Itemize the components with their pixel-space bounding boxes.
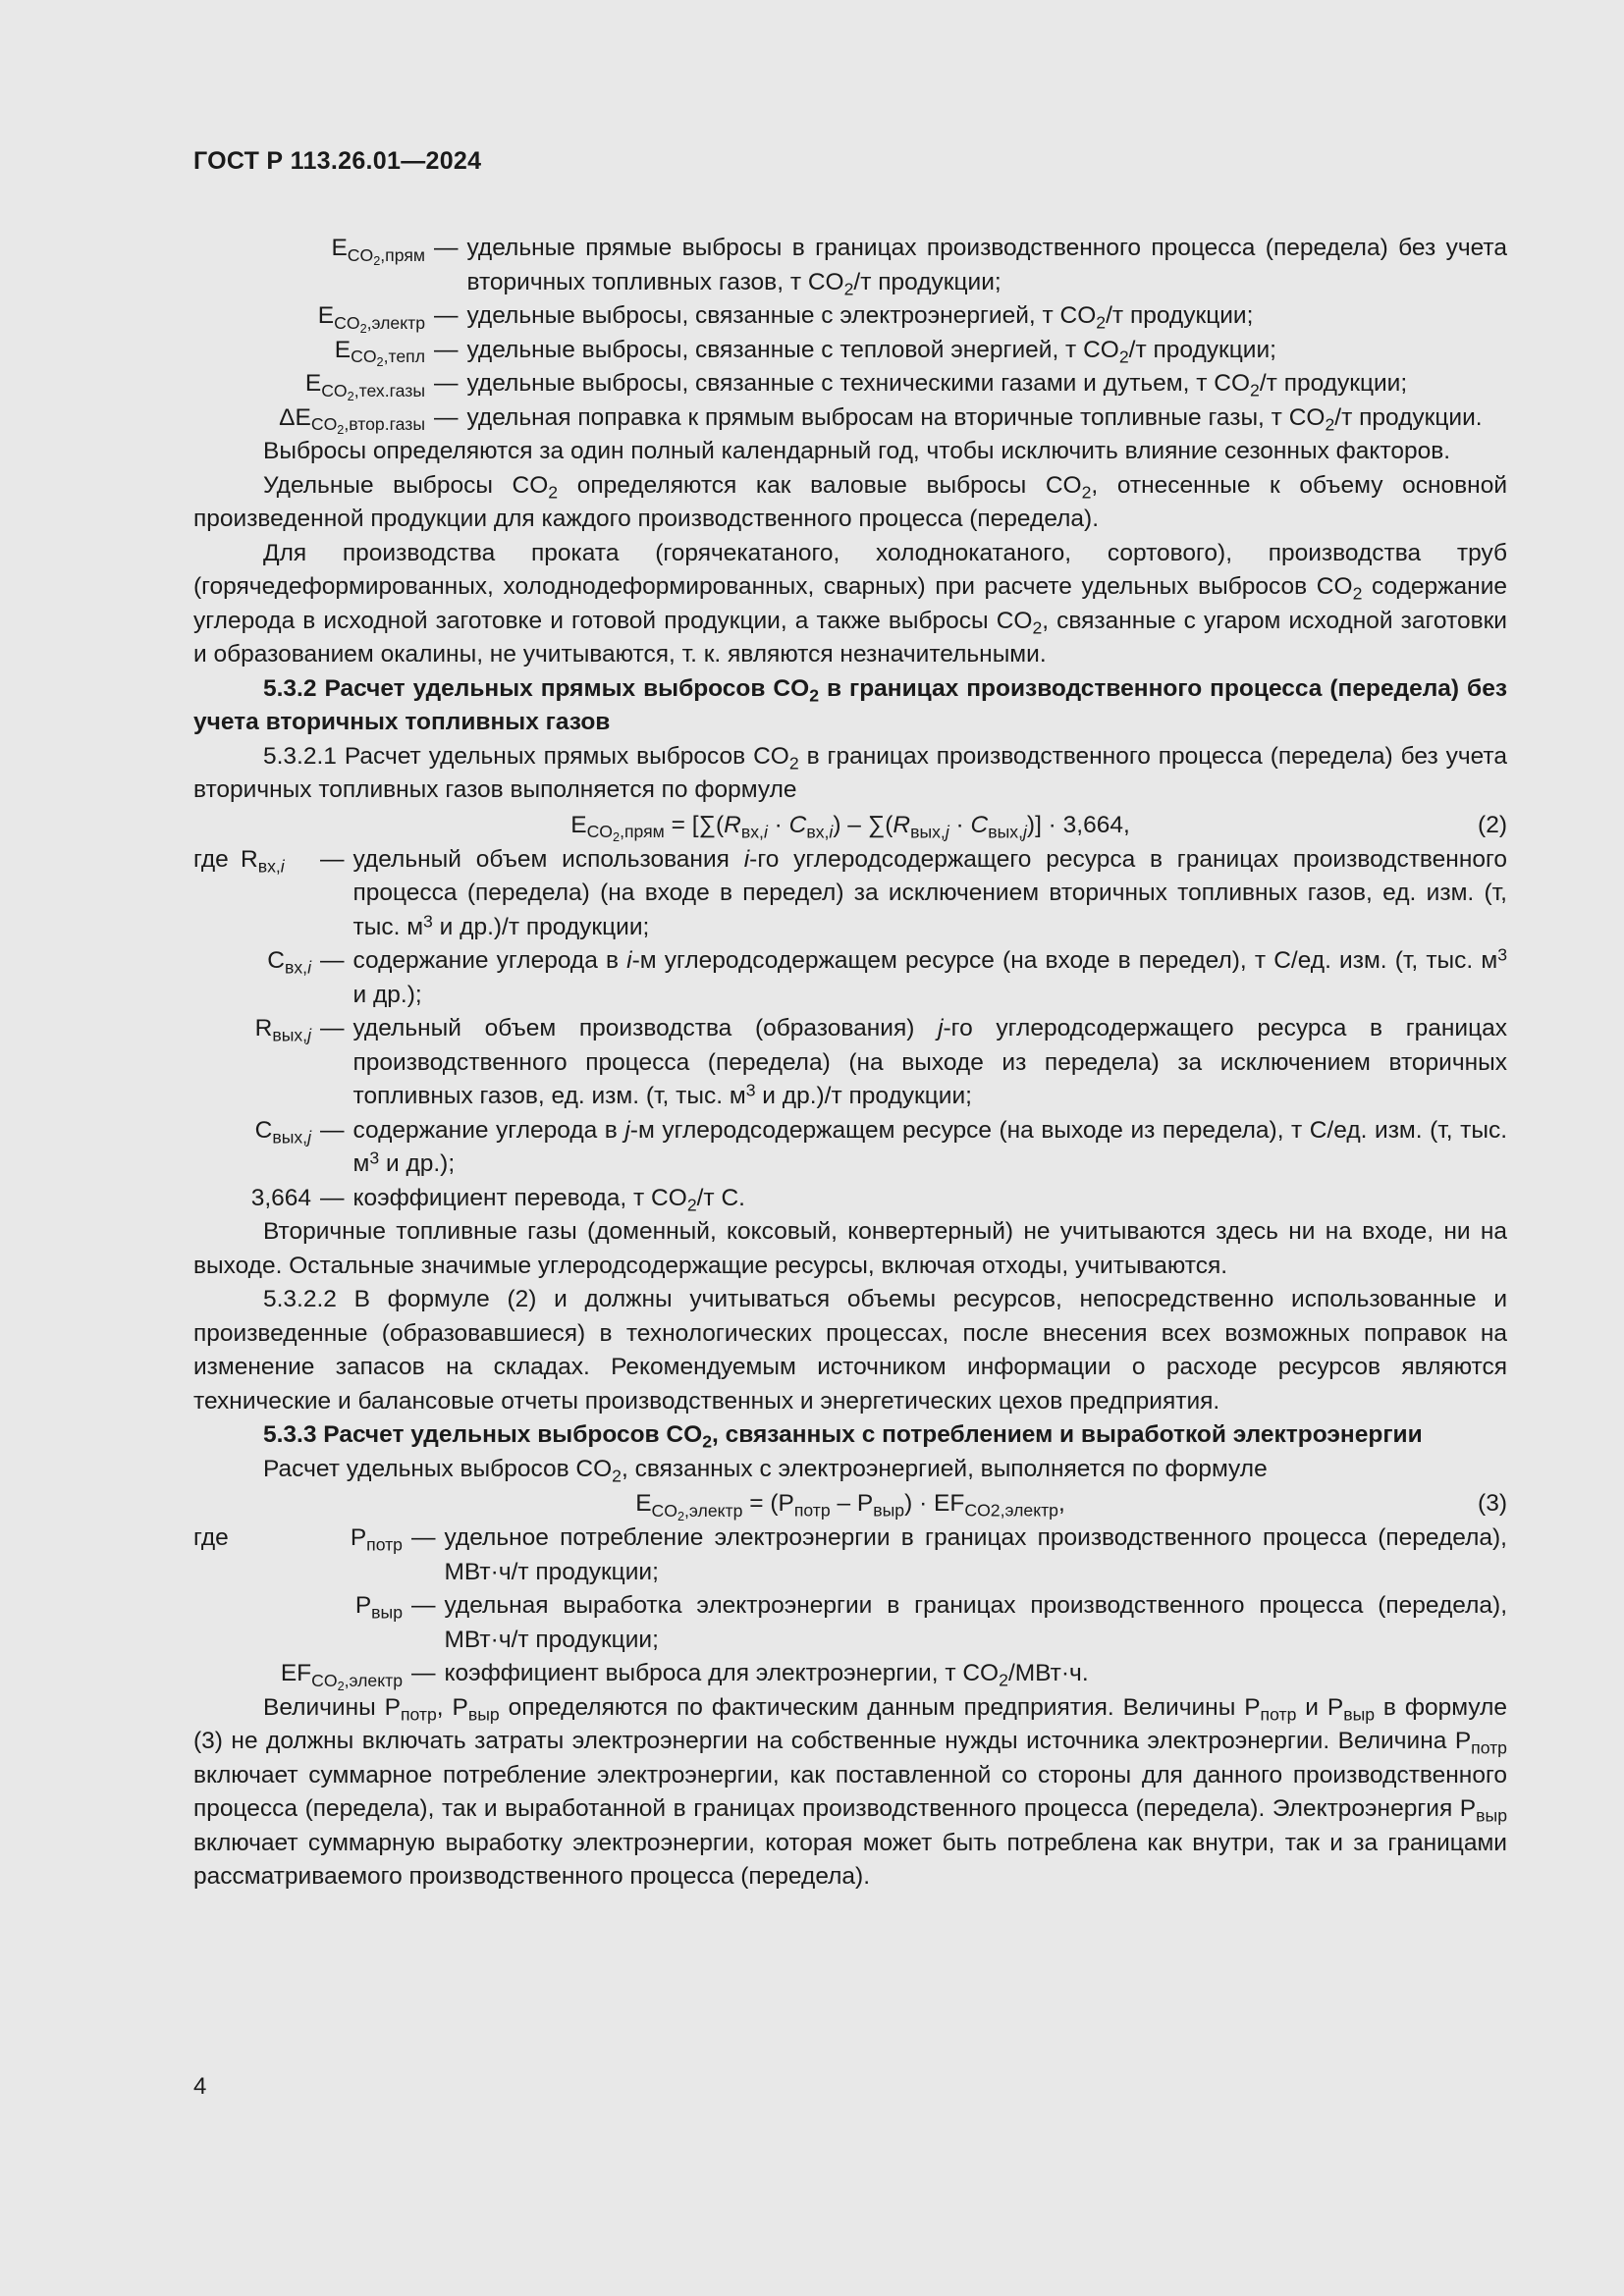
definition-text: удельные выбросы, связанные с электроэнергией, т $CO_2/т$ продукции;	[466, 302, 1254, 333]
definition-item	[193, 1522, 1507, 1589]
definition-term: $E_{CO_2,тех.газы}$	[304, 370, 425, 403]
definition-term: $C_{вых,j}$	[254, 1116, 311, 1148]
definition-item	[193, 944, 1507, 1012]
definition-text: удельное потребление электроэнергии в границах производственного процесса (передела), МВт·ч/т продукции;	[444, 1524, 1507, 1585]
definition-term: $C_{вх,i}$	[267, 947, 311, 978]
paragraph: 5.3.2.1 Расчет удельных прямых выбросов $CO_2$ в границах производственного процесса (передела) без учета вторичных топливных газов выполняется по формуле	[193, 742, 1507, 803]
definition-text: содержание углерода в i-м углеродсодержащем ресурсе (на входе в передел), т С/ед. изм. (т, тыс. $м^3$ и др.);	[352, 944, 1507, 1008]
dash: —	[320, 1015, 345, 1041]
paragraph: Величины $P_{потр}$, $P_{выр}$ определяются по фактическим данным предприятия. Величины $P_{потр}$ и $P_{выр}$ в формуле (3) не должны включать затраты электроэнергии на собственные нужды источника электроэнергии. Величина $P_{потр}$ включает суммарное потребление электроэнергии, как поставленной со стороны для данного производственного процесса (передела), так и выработанной в границах производственного процесса (передела). Электроэнергия $P_{выр}$ включает суммарную выработку электроэнергии, которая может быть потреблена как внутри, так и за границами рассматриваемого производственного процесса (передела).	[193, 1693, 1507, 1890]
paragraph: Расчет удельных выбросов $CO_2$, связанных с электроэнергией, выполняется по формуле	[263, 1455, 1268, 1486]
definition-text: удельный объем производства (образования) j-го углеродсодержащего ресурса в границах производственного процесса (передела) (на выходе из передела) за исключением вторичных топливных газов, ед. изм. (т, тыс. $м^3$ и др.)/т продукции;	[352, 1015, 1507, 1109]
definitions-list-emissions	[193, 232, 1507, 438]
formula-2	[193, 808, 1507, 843]
definition-item	[193, 843, 1507, 945]
dash: —	[434, 403, 459, 431]
definition-item	[193, 334, 1507, 368]
definition-text: удельный объем использования i-го углеродсодержащего ресурса в границах производственного процесса (передела) (на входе в передел) за исключением вторичных топливных газов, ед. изм. (т, тыс. $м^3$ и др.)/т продукции;	[352, 845, 1507, 940]
where-label: где	[193, 845, 229, 873]
definition-term: $R_{вых,j}$	[254, 1015, 311, 1045]
definition-term: $E_{CO_2,прям}$	[331, 235, 425, 268]
definition-term: 3,664	[250, 1184, 311, 1211]
definition-text: содержание углерода в j-м углеродсодержащем ресурсе (на выходе из передела), т С/ед. изм. (т, тыс. $м^3$ и др.);	[352, 1116, 1508, 1177]
definition-text: удельная выработка электроэнергии в границах производственного процесса (передела), МВт·ч/т продукции;	[444, 1592, 1507, 1653]
document-header: ГОСТ Р 113.26.01—2024	[193, 147, 482, 175]
formula-expression: $E_{CO_2,прям} = [\sum(R_{вх,i} \cdot C_{вх,i}) - \sum(R_{вых,j} \cdot C_{вых,j})] \cdot 3,664$,	[570, 811, 1130, 845]
formula-3	[193, 1486, 1507, 1522]
definition-text: удельная поправка к прямым выбросам на вторичные топливные газы, т $CO_2/т$ продукции.	[466, 403, 1483, 435]
dash: —	[434, 370, 459, 397]
definition-text: удельные выбросы, связанные с тепловой энергией, т $CO_2/т$ продукции;	[466, 336, 1276, 367]
definition-term: $E_{CO_2,электр}$	[317, 302, 425, 336]
definition-term: где $P_{потр}$	[193, 1522, 403, 1589]
paragraph: Выбросы определяются за один полный календарный год, чтобы исключить влияние сезонных факторов.	[263, 438, 1451, 464]
definition-term: $EF_{CO_2,электр}$	[280, 1660, 403, 1693]
definition-text: удельные выбросы, связанные с техническими газами и дутьем, т $CO_2/т$ продукции;	[466, 370, 1408, 400]
dash: —	[411, 1524, 436, 1551]
paragraph: Вторичные топливные газы (доменный, коксовый, конвертерный) не учитываются здесь ни на входе, ни на выходе. Остальные значимые углеродсодержащие ресурсы, включая отходы, учитываются.	[193, 1218, 1507, 1279]
definitions-list-formula-2	[193, 843, 1507, 1216]
definition-term: $\Delta E_{CO_2,втор.газы}$	[279, 403, 425, 438]
page-number: 4	[193, 2073, 207, 2100]
definition-item	[193, 1657, 1507, 1691]
dash: —	[320, 947, 345, 974]
definition-text: коэффициент перевода, т $CO_2/т$ С.	[352, 1184, 745, 1215]
definition-term: $E_{CO_2,тепл}$	[334, 336, 425, 370]
dash: —	[411, 1660, 436, 1686]
dash: —	[434, 302, 459, 329]
definition-item	[193, 401, 1507, 436]
definition-item	[193, 232, 1507, 299]
document-body	[193, 232, 1507, 1895]
definition-item	[193, 1589, 1507, 1657]
definition-item	[193, 367, 1507, 401]
definition-item	[193, 1114, 1507, 1182]
dash: —	[320, 1116, 345, 1144]
where-label: где	[193, 1524, 229, 1551]
definition-term: где $R_{вх,i}$	[193, 843, 311, 945]
formula-number: (3)	[1478, 1490, 1507, 1517]
section-heading-5-3-2: 5.3.2 Расчет удельных прямых выбросов $CO_2$ в границах производственного процесса (передела) без учета вторичных топливных газов	[193, 674, 1507, 735]
dash: —	[320, 1184, 345, 1211]
definition-item	[193, 1182, 1507, 1216]
dash: —	[434, 235, 459, 261]
definition-term: $P_{выр}$	[354, 1592, 403, 1623]
formula-number: (2)	[1478, 811, 1507, 838]
section-heading-5-3-3: 5.3.3 Расчет удельных выбросов $CO_2$, связанных с потреблением и выработкой электроэнергии	[263, 1421, 1423, 1452]
definition-text: удельные прямые выбросы в границах производственного процесса (передела) без учета вторичных топливных газов, т $CO_2/т$ продукции;	[466, 235, 1507, 299]
dash: —	[434, 336, 459, 363]
definition-text: коэффициент выброса для электроэнергии, т $CO_2/МВт\cdot ч$.	[444, 1660, 1089, 1690]
paragraph: Для производства проката (горячекатаного, холоднокатаного, сортового), производства труб (горячедеформированных, холоднодеформированных, сварных) при расчете удельных выбросов $CO_2$ содержание углерода в исходной заготовке и готовой продукции, а также выбросы $CO_2$, связанные с угаром исходной заготовки и образованием окалины, не учитываются, т. к. являются незначительными.	[193, 539, 1508, 667]
definition-item	[193, 1012, 1507, 1114]
paragraph: Удельные выбросы $CO_2$ определяются как валовые выбросы $CO_2$, отнесенные к объему основной произведенной продукции для каждого производственного процесса (передела).	[193, 471, 1508, 532]
dash: —	[411, 1592, 436, 1619]
formula-expression: $E_{CO_2,электр} = (P_{потр} - P_{выр}) \cdot EF_{CO2,электр}$,	[635, 1490, 1065, 1523]
dash: —	[320, 845, 345, 873]
paragraph: 5.3.2.2 В формуле (2) и должны учитываться объемы ресурсов, непосредственно использованные и произведенные (образовавшиеся) в технологических процессах, после внесения всех возможных поправок на изменение запасов на складах. Рекомендуемым источником информации о расходе ресурсов являются технические и балансовые отчеты производственных и энергетических цехов предприятия.	[193, 1286, 1507, 1415]
definition-item	[193, 299, 1507, 334]
definitions-list-formula-3	[193, 1522, 1507, 1691]
